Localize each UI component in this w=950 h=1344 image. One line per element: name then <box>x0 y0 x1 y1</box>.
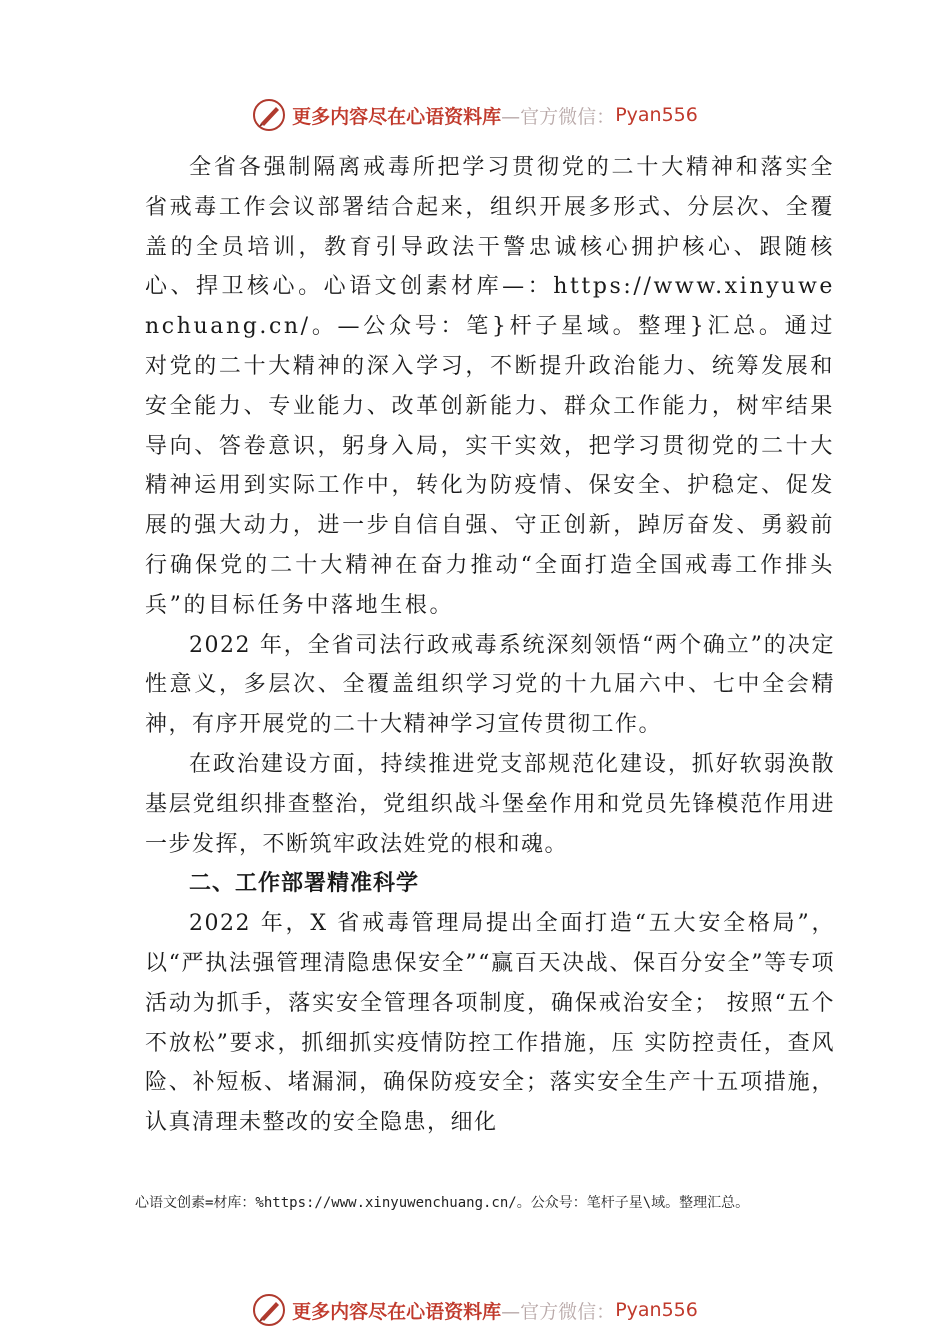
footer-watermark-banner <box>0 1290 950 1330</box>
document-body <box>145 148 835 1143</box>
banner-handle: Pyan556 <box>615 1299 698 1321</box>
header-watermark-banner <box>0 95 950 135</box>
banner-main-text: 更多内容尽在心语资料库 <box>292 105 502 128</box>
banner-dash-text: —官方微信： <box>501 1300 616 1323</box>
paragraph-4: 2022 年，X 省戒毒管理局提出全面打造“五大安全格局”，以“严执法强管理清隐患保安全”“赢百天决战、保百分安全”等专项活动为抓手，落实安全管理各项制度，确保戒治安全； 按照“五个不放松”要求，抓细抓实疫情防控工作措施，压 实防控责任，查风险、补短板、堵漏洞，确保防疫安全；落实安全生产十五项措施，认真清理未整改的安全隐患，细化 <box>145 911 835 1136</box>
section-heading: 二、工作部署精准科学 <box>189 871 420 897</box>
footer-watermark-note: 心语文创素=材库：%https://www.xinyuwenchuang.cn/。公众号：笔杆子星\域。整理汇总。 <box>135 1195 750 1211</box>
pen-logo-icon <box>252 98 286 132</box>
banner-dash-text: —官方微信： <box>501 105 616 128</box>
paragraph-1: 全省各强制隔离戒毒所把学习贯彻党的二十大精神和落实全省戒毒工作会议部署结合起来，组织开展多形式、分层次、全覆盖的全员培训，教育引导政法干警忠诚核心拥护核心、跟随核心、捍卫核心。心语文创素材库—：https://www.xinyuwenchuang.cn/。—公众号：笔}杆子星域。整理}汇总。通过对党的二十大精神的深入学习，不断提升政治能力、统筹发展和安全能力、专业能力、改革创新能力、群众工作能力，树牢结果导向、答卷意识，躬身入局，实干实效，把学习贯彻党的二十大精神运用到实际工作中，转化为防疫情、保安全、护稳定、促发展的强大动力，进一步自信自强、守正创新，踔厉奋发、勇毅前行确保党的二十大精神在奋力推动“全面打造全国戒毒工作排头兵”的目标任务中落地生根。 <box>145 155 835 618</box>
paragraph-3: 在政治建设方面，持续推进党支部规范化建设，抓好软弱涣散基层党组织排查整治，党组织战斗堡垒作用和党员先锋模范作用进一步发挥，不断筑牢政法姓党的根和魂。 <box>145 751 835 857</box>
banner-main-text: 更多内容尽在心语资料库 <box>292 1300 502 1323</box>
paragraph-2: 2022 年，全省司法行政戒毒系统深刻领悟“两个确立”的决定性意义，多层次、全覆盖组织学习党的十九届六中、七中全会精神，有序开展党的二十大精神学习宣传贯彻工作。 <box>145 632 835 738</box>
banner-handle: Pyan556 <box>615 104 698 126</box>
pen-logo-icon <box>252 1293 286 1327</box>
